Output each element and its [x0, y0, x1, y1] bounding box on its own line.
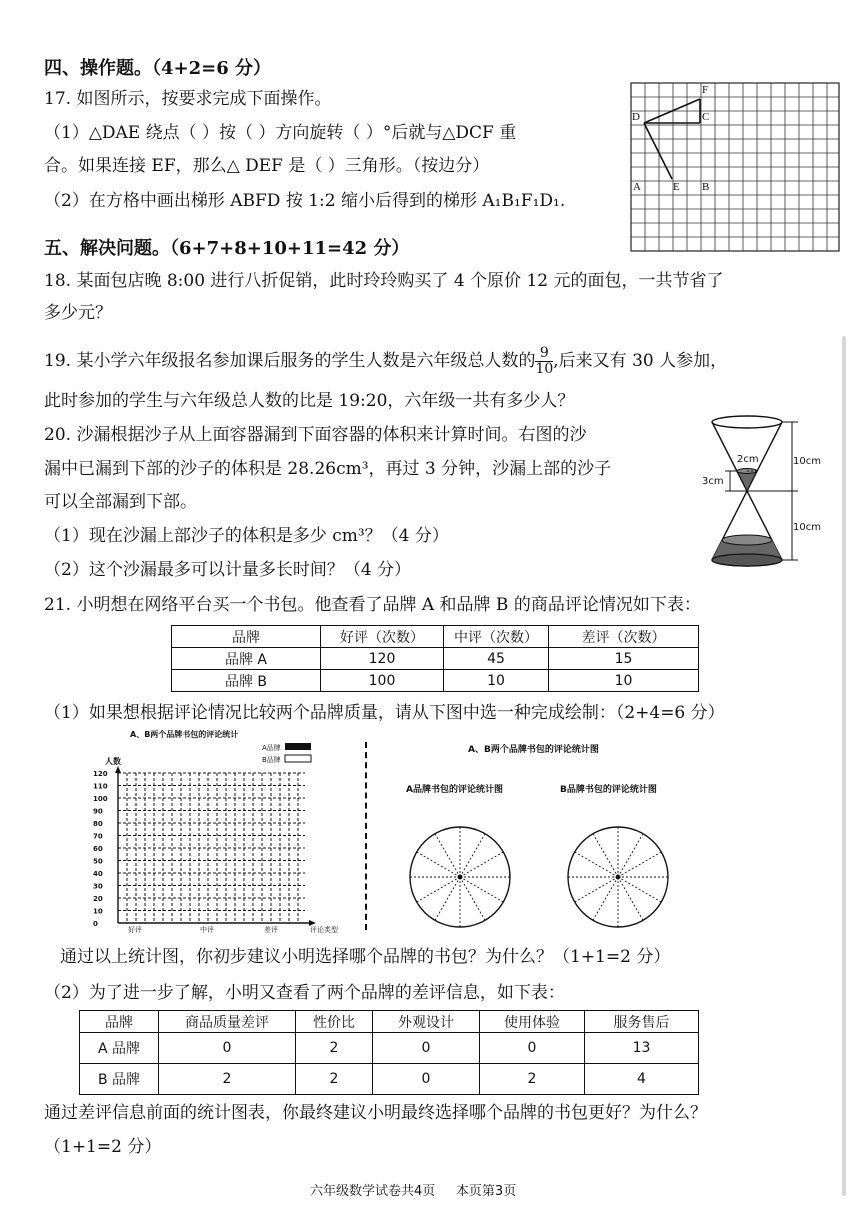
bar-chart-ytick: 10	[93, 907, 103, 916]
legend-b-label: B品牌	[262, 756, 281, 764]
table-header-row	[172, 626, 699, 648]
label-c: C	[702, 111, 710, 123]
bar-chart-template	[90, 728, 350, 938]
bar-chart-ytick: 90	[93, 807, 103, 816]
table-cell: 2	[159, 1064, 296, 1095]
bar-chart-ytick: 80	[93, 820, 103, 828]
label-d: D	[632, 111, 640, 123]
negative-review-table	[79, 1010, 699, 1095]
q19-frac-num: 9	[535, 346, 553, 362]
bar-chart-xlabel: 评论类型	[310, 926, 338, 934]
table-cell: 10	[549, 670, 699, 692]
bar-chart-ytick: 100	[93, 795, 108, 803]
label-b: B	[702, 181, 710, 193]
table-header: 服务售后	[585, 1011, 699, 1033]
table-cell: 100	[321, 670, 444, 692]
table-cell: B 品牌	[80, 1064, 159, 1095]
table-header: 品牌	[172, 626, 321, 648]
q17-part2: （2）在方格中画出梯形 ABFD 按 1:2 缩小后得到的梯形 A₁B₁F₁D₁.	[44, 191, 566, 211]
table-cell: 2	[480, 1064, 585, 1095]
pie-charts-title: A、B两个品牌书包的评论统计图	[468, 745, 599, 755]
label-f: F	[702, 84, 709, 96]
q21-part2: （2）为了进一步了解，小明又查看了两个品牌的差评信息，如下表：	[44, 983, 565, 1003]
label-e: E	[673, 181, 680, 193]
q21-part1: （1）如果想根据评论情况比较两个品牌质量，请从下图中选一种完成绘制：（2+4=6 分）	[44, 703, 725, 723]
q21-prompt: 21. 小明想在网络平台买一个书包。他查看了品牌 A 和品牌 B 的商品评论情况如下表：	[44, 595, 701, 615]
q21-final-line2: （1+1=2 分）	[44, 1137, 162, 1157]
bar-chart-ylabel: 人数	[105, 757, 121, 766]
table-header: 差评（次数）	[549, 626, 699, 648]
grid-diagram	[628, 80, 843, 254]
table-row	[172, 670, 699, 692]
bar-chart-ytick: 60	[93, 845, 103, 853]
hourglass-bottom-height: 10cm	[793, 522, 821, 533]
table-row	[80, 1064, 699, 1095]
q17-part1-line1: （1）△DAE 绕点（ ）按（ ）方向旋转（ ）°后就与△DCF 重	[44, 123, 517, 143]
table-header: 性价比	[296, 1011, 373, 1033]
table-header: 商品质量差评	[159, 1011, 296, 1033]
q18-line2: 多少元？	[44, 303, 112, 323]
q19-text-pre: 19. 某小学六年级报名参加课后服务的学生人数是六年级总人数的	[44, 351, 536, 371]
bar-chart-ytick: 110	[93, 782, 108, 791]
table-cell: 13	[585, 1033, 699, 1064]
hourglass-radius: 2cm	[737, 454, 759, 465]
q20-part1: （1）现在沙漏上部沙子的体积是多少 cm³？（4 分）	[44, 526, 449, 546]
table-header-row	[80, 1011, 699, 1033]
bar-chart-title: A、B两个品牌书包的评论统计	[130, 730, 239, 739]
q18-line1: 18. 某面包店晚 8:00 进行八折促销，此时玲玲购买了 4 个原价 12 元的面包，一共节省了	[44, 271, 724, 291]
pie-a-template	[405, 822, 515, 932]
q21-part1-answer-prompt: 通过以上统计图，你初步建议小明选择哪个品牌的书包？为什么？（1+1=2 分）	[60, 947, 671, 967]
q20-line2: 漏中已漏到下部的沙子的体积是 28.26cm³，再过 3 分钟，沙漏上部的沙子	[44, 459, 612, 479]
review-table	[171, 625, 699, 692]
q20-line3: 可以全部漏到下部。	[44, 492, 197, 512]
table-row	[80, 1033, 699, 1064]
bar-chart-ytick: 50	[93, 857, 103, 866]
table-cell: 2	[296, 1064, 373, 1095]
bar-chart-ytick: 30	[93, 882, 103, 891]
q17-prompt: 17. 如图所示，按要求完成下面操作。	[44, 89, 332, 109]
bar-chart-xcat: 中评	[200, 926, 214, 934]
pie-b-title: B品牌书包的评论统计图	[560, 785, 657, 795]
hourglass-sand-height: 3cm	[702, 476, 724, 487]
table-cell: 0	[159, 1033, 296, 1064]
bar-chart-ytick: 20	[93, 895, 103, 903]
q21-final-line1: 通过差评信息前面的统计图表，你最终建议小明最终选择哪个品牌的书包更好？为什么？	[44, 1103, 707, 1123]
bar-chart-ytick: 0	[93, 920, 98, 928]
legend-a-swatch	[285, 743, 311, 750]
legend-b-swatch	[285, 755, 311, 762]
table-cell: 45	[444, 648, 549, 670]
legend-a-label: A品牌	[262, 744, 281, 752]
table-cell: 品牌 B	[172, 670, 321, 692]
bar-chart-xcat: 好评	[128, 926, 142, 934]
bar-chart-ytick: 120	[93, 770, 108, 778]
q19-text-post: ,后来又有 30 人参加，	[553, 351, 728, 371]
table-cell: 120	[321, 648, 444, 670]
q19-line2: 此时参加的学生与六年级总人数的比是 19:20，六年级一共有多少人？	[44, 391, 575, 411]
table-cell: 10	[444, 670, 549, 692]
hourglass-diagram	[700, 410, 840, 580]
table-header: 品牌	[80, 1011, 159, 1033]
table-header: 外观设计	[373, 1011, 480, 1033]
q19-fraction	[535, 346, 553, 377]
table-cell: 0	[480, 1033, 585, 1064]
pie-a-title: A品牌书包的评论统计图	[406, 785, 503, 795]
table-cell: 0	[373, 1033, 480, 1064]
hourglass-top-height: 10cm	[793, 456, 821, 467]
table-header: 中评（次数）	[444, 626, 549, 648]
bar-chart-ytick: 70	[93, 832, 103, 841]
q19-line1	[44, 346, 727, 377]
section-5-title: 五、解决问题。（6+7+8+10+11=42 分）	[44, 238, 410, 259]
bar-chart-ytick: 40	[93, 870, 103, 878]
page-edge-shadow	[842, 336, 846, 1196]
section-4-title: 四、操作题。（4+2=6 分）	[44, 58, 272, 79]
label-a: A	[633, 181, 641, 193]
table-cell: 4	[585, 1064, 699, 1095]
table-header: 使用体验	[480, 1011, 585, 1033]
bar-chart-xcat: 差评	[264, 926, 278, 934]
q20-line1: 20. 沙漏根据沙子从上面容器漏到下面容器的体积来计算时间。右图的沙	[44, 425, 587, 445]
page-footer: 六年级数学试卷共4页 本页第3页	[310, 1184, 517, 1199]
q17-part1-line2: 合。如果连接 EF，那么△ DEF 是（ ）三角形。（按边分）	[44, 156, 490, 176]
table-cell: A 品牌	[80, 1033, 159, 1064]
pie-b-template	[563, 822, 673, 932]
table-cell: 15	[549, 648, 699, 670]
table-cell: 2	[296, 1033, 373, 1064]
table-cell: 品牌 A	[172, 648, 321, 670]
q20-part2: （2）这个沙漏最多可以计量多长时间？（4 分）	[44, 560, 412, 580]
chart-separator	[365, 742, 367, 930]
table-cell: 0	[373, 1064, 480, 1095]
q19-frac-den: 10	[535, 361, 554, 377]
table-row	[172, 648, 699, 670]
table-header: 好评（次数）	[321, 626, 444, 648]
segment-de	[644, 123, 672, 179]
